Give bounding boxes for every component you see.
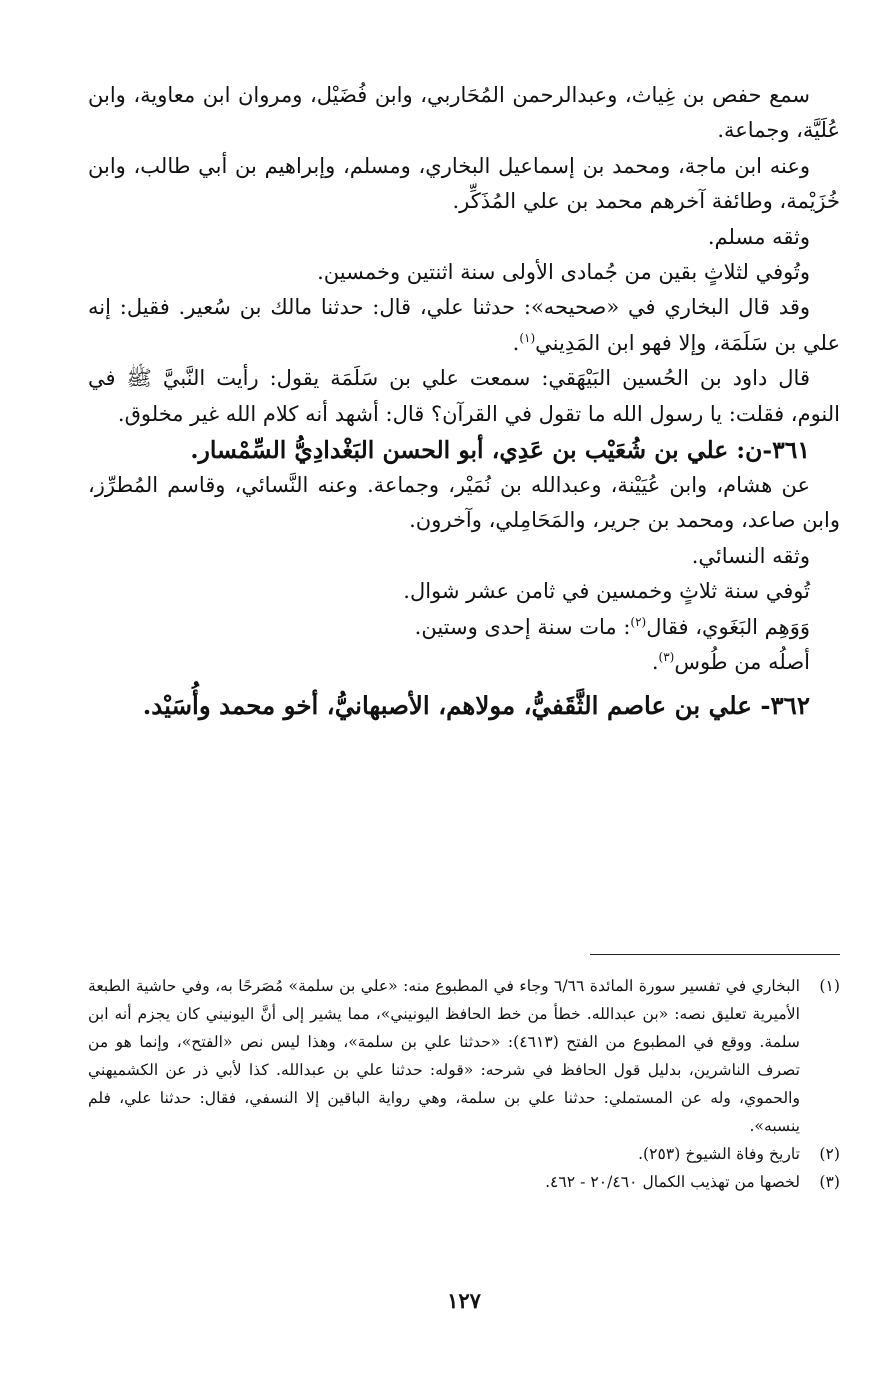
footnote-2 (88, 1140, 840, 1168)
paragraph-origin-text: أصلُه من طُوس (674, 650, 810, 675)
footnote-number: (١) (819, 977, 840, 995)
entry-heading-362: ٣٦٢- علي بن عاصم الثَّقَفيُّ، مولاهم، الأصبهانيُّ، أخو محمد وأُسَيْد. (142, 690, 810, 720)
footnote-ref-2[interactable]: (٢) (630, 614, 647, 629)
entry-heading-361: ٣٦١-ن: علي بن شُعَيْب بن عَدِي، أبو الحسن البَغْدادِيُّ السِّمْسار. (190, 436, 810, 465)
footnote-text: البخاري في تفسير سورة المائدة ٦/٦٦ وجاء في المطبوع منه: «علي بن سلمة» مُصَرحًا به، وفي حاشية الطبعة الأميرية تعليق نصه: «بن عبدالله. خطأ من خط الحافظ اليونيني»، مما يشير إلى أنَّ اليونيني كان يجزم أنه ابن سلمة. ووقع في المطبوع من الفتح (٤٦١٣): «حدثنا علي بن سلمة»، وهذا ليس نص «الفتح»، وإنما هو من تصرف الناشرين، بدليل قول الحافظ في شرحه: «قوله: حدثنا علي بن عبدالله. كذا لأبي ذر عن الكشميهني والحموي، وله عن المستملي: حدثنا علي بن سلمة، وهي رواية الباقين إلا النسفي، فقال: حدثنا علي، فلم ينسبه». (88, 977, 800, 1135)
paragraph-bukhari-text: وقد قال البخاري في «صحيحه»: حدثنا علي، قال: حدثنا مالك بن سُعير. فقيل: إنه علي بن سَلَمَة، وإلا فهو ابن المَدِيني (88, 295, 840, 355)
paragraph-bukhari (88, 290, 840, 361)
paragraph-entry-361-reliability: وثقه النسائي. (691, 543, 810, 568)
paragraph-students: وعنه ابن ماجة، ومحمد بن إسماعيل البخاري، ومسلم، وإبراهيم بن أبي طالب، وابن خُزَيْمة، وطائفة آخرهم محمد بن علي المُذَكِّر. (88, 153, 840, 214)
paragraph-teachers: سمع حفص بن غِياث، وعبدالرحمن المُحَاربي، وابن فُضَيْل، ومروان ابن معاوية، وابن عُلَيَّة، وجماعة. (88, 83, 840, 143)
page-number: ١٢٧ (447, 1288, 481, 1313)
footnote-number: (٢) (819, 1145, 840, 1163)
footnote-text: تاريخ وفاة الشيوخ (٢٥٣). (638, 1145, 800, 1163)
paragraph-baghawi-rest: : مات سنة إحدى وستين. (414, 614, 631, 639)
paragraph-baghawi-text: وَوَهِم البَغَوي، فقال (646, 614, 810, 639)
paragraph-entry-361-narrators: عن هشام، وابن عُيَيْنة، وعبدالله بن نُمَيْر، وجماعة. وعنه النَّسائي، وقاسم المُطرِّز، وابن صاعد، ومحمد بن جرير، والمَحَامِلي، وآخرون. (88, 473, 840, 533)
paragraph-entry-361-baghawi (88, 610, 840, 645)
paragraph-reliability: وثقه مسلم. (707, 224, 810, 249)
footnote-number: (٣) (819, 1173, 840, 1191)
footnote-ref-3[interactable]: (٣) (658, 650, 675, 665)
paragraph-bukhari-end: . (512, 330, 520, 355)
paragraph-origin-end: . (651, 650, 659, 675)
footnotes (88, 972, 840, 1196)
paragraph-death-date: وتُوفي لثلاثٍ بقين من جُمادى الأولى سنة اثنتين وخمسين. (317, 260, 810, 285)
footnote-1 (88, 972, 840, 1140)
footnote-ref-1[interactable]: (١) (519, 330, 536, 345)
footnote-separator (590, 954, 840, 955)
footnote-3 (88, 1168, 840, 1196)
paragraph-dream: قال داود بن الحُسين البَيْهَقي: سمعت علي بن سَلَمَة يقول: رأيت النَّبيَّ ﷺ في النوم، فقلت: يا رسول الله ما تقول في القرآن؟ قال: أشهد أنه كلام الله غير مخلوق. (88, 366, 840, 426)
paragraph-entry-361-origin (88, 645, 840, 680)
footnote-text: لخصها من تهذيب الكمال ٢٠/٤٦٠ - ٤٦٢. (545, 1173, 800, 1191)
main-text (88, 78, 840, 727)
paragraph-entry-361-death: تُوفي سنة ثلاثٍ وخمسين في ثامن عشر شوال. (403, 579, 810, 604)
book-page (88, 78, 840, 1348)
